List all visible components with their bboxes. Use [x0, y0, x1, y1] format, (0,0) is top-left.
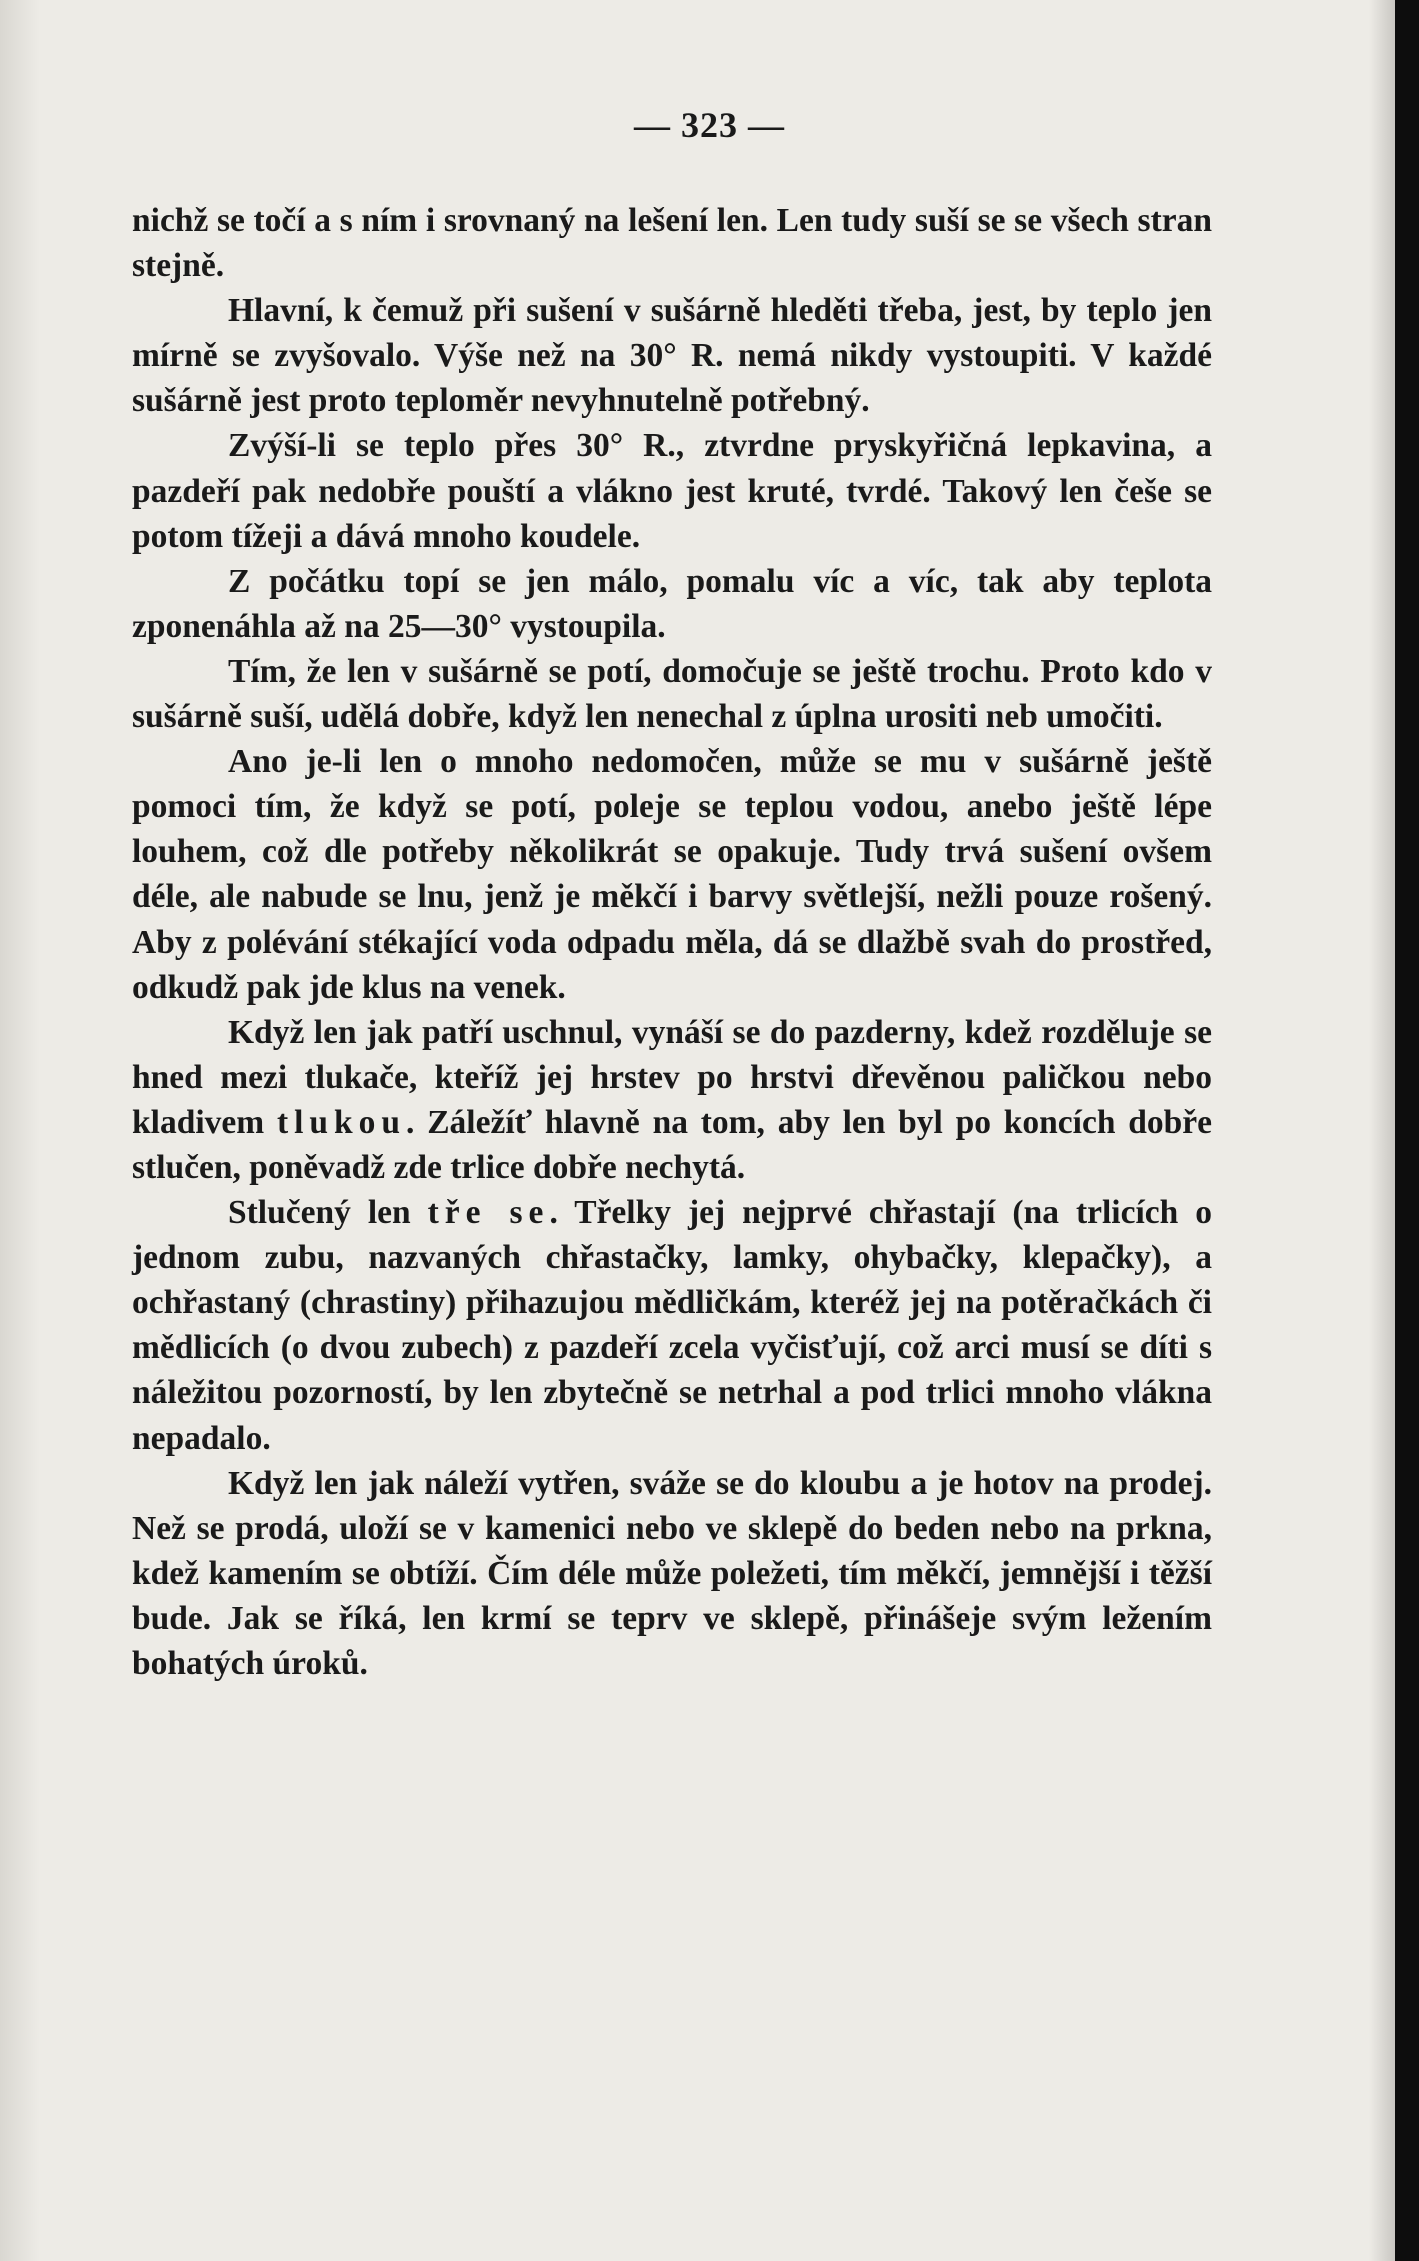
paragraph-8: [132, 1190, 1212, 1461]
body-text: [132, 198, 1212, 1686]
paragraph-6: Ano je-li len o mnoho nedomočen, může se mu v sušárně ještě pomoci tím, že když se potí, poleje se teplou vodou, anebo ještě lépe louhem, což dle potřeby několikrát se opakuje. Tudy trvá sušení ovšem déle, ale nabude se lnu, jenž je měkčí i barvy světlejší, nežli pouze rošený. Aby z polévání stékající voda odpadu měla, dá se dlažbě svah do prostřed, odkudž pak jde klus na venek.: [132, 743, 1212, 1006]
paragraph-8-before: Stlučený len: [228, 1194, 428, 1232]
paragraph-7-before: Když len jak patří uschnul, vynáší se do pazderny, kdež rozděluje se hned mezi tlukače, kteříž jej hrstev po hrstvi dřevěnou paličkou nebo kladivem: [132, 1013, 1212, 1141]
page-number: — 323 —: [634, 105, 785, 145]
paragraph-5: Tím, že len v sušárně se potí, domočuje se ještě trochu. Proto kdo v sušárně suší, udělá dobře, když len nenechal z úplna urositi neb umočiti.: [132, 652, 1212, 736]
paragraph-7-emphasis: tlukou: [276, 1103, 407, 1141]
paragraph-8-emphasis: tře se: [427, 1194, 550, 1232]
paragraph-2: Hlavní, k čemuž při sušení v sušárně hleděti třeba, jest, by teplo jen mírně se zvyšovalo. Výše než na 30° R. nemá nikdy vystoupiti. V každé sušárně jest proto teploměr nevyhnutelně potřebný.: [132, 292, 1212, 420]
paragraph-4: Z počátku topí se jen málo, pomalu víc a víc, tak aby teplota zponenáhla až na 25—30° vystoupila.: [132, 562, 1212, 645]
paragraph-1: nichž se točí a s ním i srovnaný na lešení len. Len tudy suší se se všech stran stejně.: [132, 202, 1212, 285]
paragraph-3: Zvýší-li se teplo přes 30° R., ztvrdne pryskyřičná lepkavina, a pazdeří pak nedobře pouští a vlákno jest kruté, tvrdé. Takový len češe se potom tížeji a dává mnoho koudele.: [132, 427, 1212, 555]
page-edge-dark: [1395, 0, 1419, 2261]
page-edge-shade: [1369, 0, 1395, 2261]
paragraph-9: Když len jak náleží vytřen, sváže se do kloubu a je hotov na prodej. Než se prodá, uloží se v kamenici nebo ve sklepě do beden nebo na prkna, kdež kamením se obtíží. Čím déle může poležeti, tím měkčí, jemnější i těžší bude. Jak se říká, len krmí se teprv ve sklepě, přinášeje svým ležením bohatých úroků.: [132, 1464, 1212, 1682]
paragraph-7-after: . Záležíť hlavně na tom, aby len byl po koncích dobře stlučen, poněvadž zde trlice dobře nechytá.: [132, 1103, 1213, 1186]
paragraph-8-after: . Třelky jej nejprvé chřastají (na trlicích o jednom zubu, nazvaných chřastačky, lamky, ohybačky, klepačky), a ochřastaný (chrastiny) přihazujou mědličkám, kteréž jej na potěračkách či mědlicích (o dvou zubech) z pazdeří zcela vyčisťují, což arci musí se díti s náležitou pozorností, by len zbytečně se netrhal a pod trlici mnoho vlákna nepadalo.: [132, 1194, 1212, 1457]
page-gutter-shadow: [0, 0, 40, 2261]
paragraph-7: [132, 1010, 1212, 1190]
